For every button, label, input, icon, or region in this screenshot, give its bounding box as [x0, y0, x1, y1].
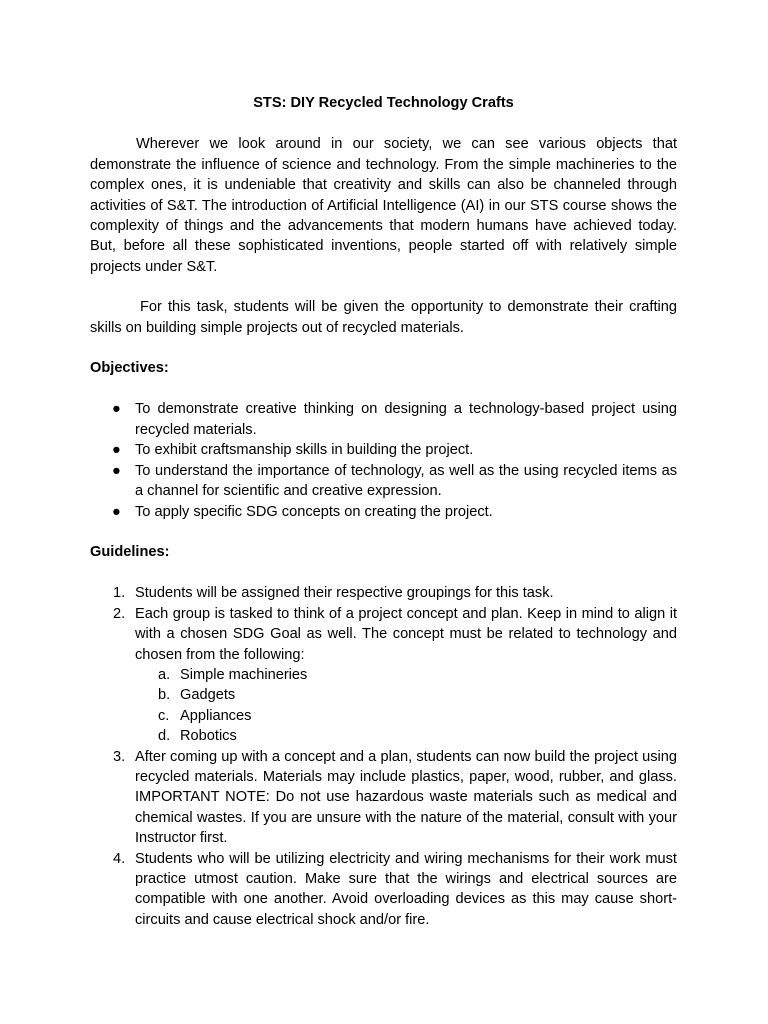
bullet-icon: ●	[112, 462, 121, 479]
concept-option	[158, 706, 677, 726]
option-letter: a.	[158, 666, 171, 683]
bullet-icon: ●	[112, 401, 121, 418]
guideline-item	[113, 849, 677, 931]
option-letter: b.	[158, 687, 171, 704]
objective-item	[112, 440, 677, 460]
objective-text: To exhibit craftsmanship skills in building the project.	[135, 442, 474, 459]
guidelines-heading: Guidelines:	[90, 543, 170, 560]
guideline-number: 4.	[113, 850, 126, 867]
option-text: Simple machineries	[180, 666, 308, 683]
guideline-item	[113, 604, 677, 747]
document-page	[90, 93, 677, 930]
guideline-number: 3.	[113, 748, 126, 765]
guideline-item	[113, 747, 677, 849]
option-text: Appliances	[180, 707, 252, 724]
document-title: STS: DIY Recycled Technology Crafts	[253, 95, 514, 111]
objective-text: To understand the importance of technology, as well as the using recycled items as a channel for scientific and creative expression.	[135, 462, 677, 500]
objectives-heading: Objectives:	[90, 360, 169, 377]
option-text: Robotics	[180, 728, 237, 745]
objective-text: To demonstrate creative thinking on designing a technology-based project using recycled materials.	[135, 401, 677, 438]
objective-item	[112, 461, 677, 502]
guideline-text: After coming up with a concept and a plan, students can now build the project using recycled materials. Materials may include plastics, paper, wood, rubber, and glass. IMPORTANT NOTE: Do not use hazardous waste materials such as medical and chemical wastes. If you are unsure with the nature of the material, consult with your Instructor first.	[135, 748, 677, 847]
guideline-number: 2.	[113, 605, 126, 622]
option-letter: c.	[158, 707, 170, 724]
guideline-number: 1.	[113, 585, 126, 602]
intro-paragraph: Wherever we look around in our society, we can see various objects that demonstrate the influence of science and technology. From the simple machineries to the complex ones, it is undeniable that creativity and skills can also be channeled through activities of S&T. The introduction of Artificial Intelligence (AI) in our STS course shows the complexity of things and the advancements that modern humans have achieved today. But, before all these sophisticated inventions, people started off with relatively simple projects under S&T.	[90, 136, 677, 275]
concept-option	[158, 665, 677, 685]
objective-item	[112, 399, 677, 440]
guideline-text: Each group is tasked to think of a project concept and plan. Keep in mind to align it with a chosen SDG Goal as well. The concept must be related to technology and chosen from the following:	[135, 605, 677, 663]
objectives-list	[90, 399, 677, 521]
objective-text: To apply specific SDG concepts on creating the project.	[135, 503, 493, 520]
concept-option	[158, 685, 677, 705]
option-text: Gadgets	[180, 687, 236, 704]
objective-item	[112, 502, 677, 522]
option-letter: d.	[158, 728, 171, 745]
guidelines-list	[90, 583, 677, 930]
bullet-icon: ●	[112, 442, 121, 459]
guideline-item	[113, 583, 677, 603]
concept-options-list	[135, 665, 677, 747]
bullet-icon: ●	[112, 503, 121, 520]
guideline-text: Students will be assigned their respective groupings for this task.	[135, 585, 554, 602]
task-paragraph: For this task, students will be given the opportunity to demonstrate their crafting skills on building simple projects out of recycled materials.	[90, 299, 677, 336]
guideline-text: Students who will be utilizing electricity and wiring mechanisms for their work must practice utmost caution. Make sure that the wirings and electrical sources are compatible with one another. Avoid overloading devices as this may cause short-circuits and cause electrical shock and/or fire.	[135, 850, 677, 928]
concept-option	[158, 726, 677, 746]
